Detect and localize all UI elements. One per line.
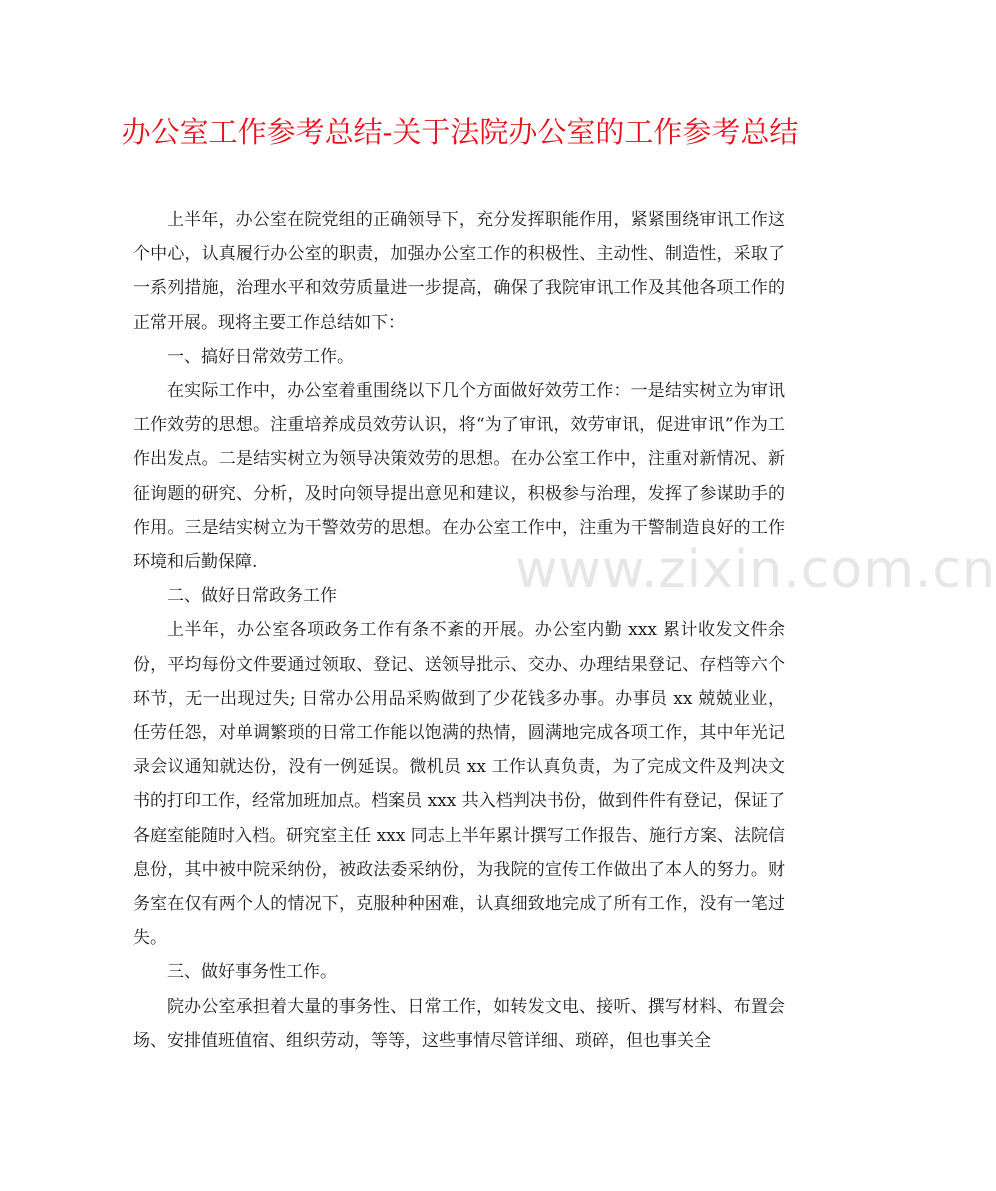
section-heading-1: 一、搞好日常效劳工作。: [167, 346, 354, 367]
section-3-paragraph: 院办公室承担着大量的事务性、日常工作，如转发文电、接听、撰写材料、布置会场、安排值班值宿、组织劳动，等等，这些事情尽管详细、琐碎，但也事关全: [133, 996, 785, 1051]
section-heading-2: 二、做好日常政务工作: [167, 586, 337, 607]
document-title: 办公室工作参考总结-关于法院办公室的工作参考总结: [121, 115, 799, 149]
section-2-paragraph: 上半年，办公室各项政务工作有条不紊的开展。办公室内勤 xxx 累计收发文件余份，平均每份文件要通过领取、登记、送领导批示、交办、办理结果登记、存档等六个环节，无一出现过失; 日常办公用品采购做到了少花钱多办事。办事员 xx 兢兢业业，任劳任怨，对单调繁琐的日常工作能以饱满的热情，圆满地完成各项工作，其中年光记录会议通知就达份，没有一例延误。微机员 xx 工作认真负责，为了完成文件及判决文书的打印工作，经常加班加点。档案员 xxx 共入档判决书份，做到件件有登记，保证了各庭室能随时入档。研究室主任 xxx 同志上半年累计撰写工作报告、施行方案、法院信息份，其中被中院采纳份，被政法委采纳份，为我院的宣传工作做出了本人的努力。财务室在仅有两个人的情况下，克服种种困难，认真细致地完成了所有工作，没有一笔过失。: [133, 620, 785, 949]
section-heading-3: 三、做好事务性工作。: [167, 962, 337, 983]
intro-paragraph: 上半年，办公室在院党组的正确领导下，充分发挥职能作用，紧紧围绕审讯工作这个中心，认真履行办公室的职责，加强办公室工作的积极性、主动性、制造性，采取了一系列措施，治理水平和效劳质量进一步提高，确保了我院审讯工作及其他各项工作的正常开展。现将主要工作总结如下：: [133, 210, 785, 333]
section-1-paragraph: 在实际工作中，办公室着重围绕以下几个方面做好效劳工作：一是结实树立为审讯工作效劳的思想。注重培养成员效劳认识，将“为了审讯，效劳审讯，促进审讯”作为工作出发点。二是结实树立为领导决策效劳的思想。在办公室工作中，注重对新情况、新征询题的研究、分析，及时向领导提出意见和建议，积极参与治理，发挥了参谋助手的作用。三是结实树立为干警效劳的思想。在办公室工作中，注重为干警制造良好的工作环境和后勤保障.: [133, 381, 785, 573]
document-body: [133, 203, 785, 1058]
watermark: www.zixin.com.cn: [515, 540, 996, 600]
